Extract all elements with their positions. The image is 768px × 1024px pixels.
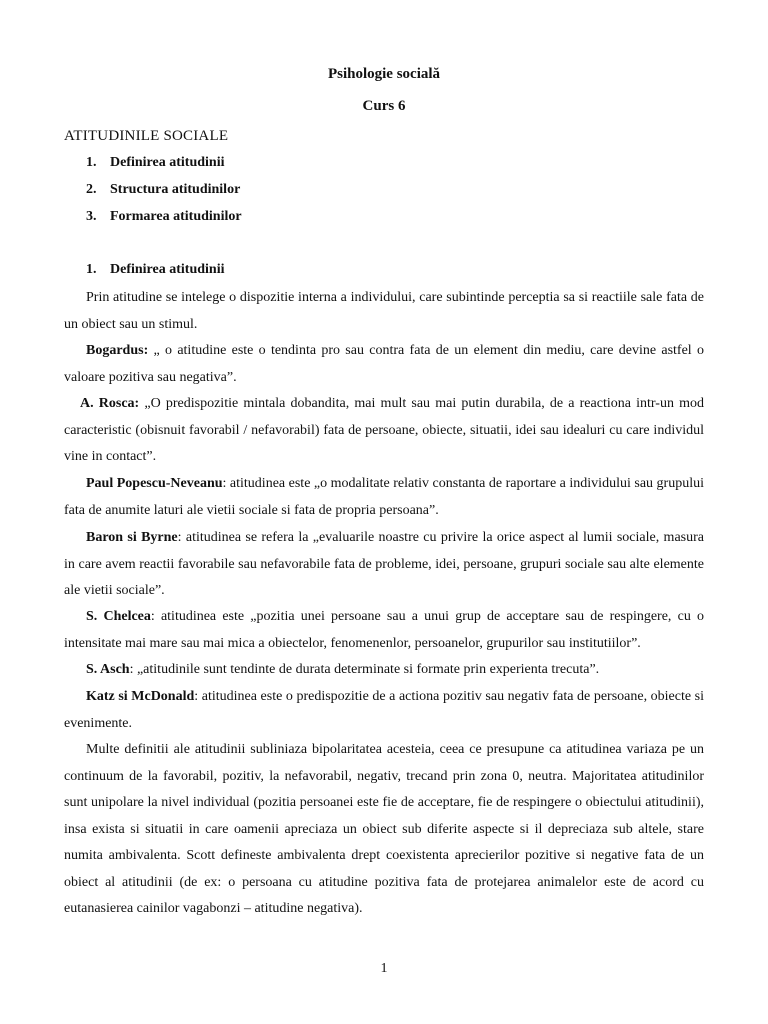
intro-paragraph: Prin atitudine se intelege o dispozitie interna a individului, care subintinde perceptia sa si reactiile sale fata de un obiect sau un stimul.: [64, 290, 704, 332]
definition-text: : atitudinea este „o modalitate relativ constanta de raportare a individului sau grupului fata de anumite laturi ale vietii sociale si fata de propria persoana”.: [64, 476, 704, 518]
definition-chelcea: [64, 604, 704, 657]
definition-author: Bogardus:: [86, 343, 149, 358]
toc-item-label: Structura atitudinilor: [110, 182, 241, 197]
definition-text: „O predispozitie mintala dobandita, mai mult sau mai putin durabila, de a reactiona intr-un mod caracteristic (obisnuit favorabil / nefavorabil) fata de persoane, obiecte, situatii, idei sau idealuri cu care individul vine in contact”.: [64, 396, 704, 464]
definition-author: Baron si Byrne: [86, 530, 178, 545]
toc-item-number: 3.: [86, 209, 97, 224]
definition-author: A. Rosca:: [80, 396, 140, 411]
definition-asch: [64, 657, 704, 684]
definition-popescu-neveanu: [64, 471, 704, 524]
document-page: [64, 0, 704, 1024]
document-title: Psihologie socială: [327, 66, 441, 82]
definition-baron-byrne: [64, 525, 704, 605]
section-number: 1.: [86, 262, 97, 277]
toc-item-number: 2.: [86, 182, 97, 197]
definition-text: : atitudinea se refera la „evaluarile noastre cu privire la orice aspect al lumii sociale, masura in care avem reactii favorabile sau nefavorabile fata de probleme, idei, persoane, grupuri sociale sau alte elemente ale vietii sociale”.: [64, 530, 704, 598]
definition-author: Paul Popescu-Neveanu: [86, 476, 223, 491]
page-number: 1: [380, 961, 388, 976]
definition-author: Katz si McDonald: [86, 689, 195, 704]
definition-text: : „atitudinile sunt tendinte de durata determinate si formate prin experienta trecuta”.: [129, 662, 600, 677]
definition-text: : atitudinea este o predispozitie de a actiona pozitiv sau negativ fata de persoane, obiecte si evenimente.: [64, 689, 704, 731]
toc-item-number: 1.: [86, 155, 97, 170]
definition-text: : atitudinea este „pozitia unei persoane sau a unui grup de acceptare sau de respingere, cu o intensitate mai mare sau mai mica a obiectelor, fenomenenlor, persoanelor, grupurilor sau institutiilor”.: [64, 609, 704, 651]
definition-bogardus: [64, 338, 704, 391]
toc-item-label: Definirea atitudinii: [110, 155, 225, 170]
definition-katz-mcdonald: [64, 684, 704, 737]
section-1-heading: [86, 262, 224, 278]
definition-rosca: [64, 391, 704, 471]
toc-item-label: Formarea atitudinilor: [110, 209, 242, 224]
section-label: Definirea atitudinii: [110, 262, 225, 277]
section-heading: ATITUDINILE SOCIALE: [64, 128, 229, 144]
document-subtitle: Curs 6: [362, 98, 406, 114]
toc-item-1: [86, 155, 224, 171]
definition-author: S. Asch: [86, 662, 130, 677]
closing-paragraph: Multe definitii ale atitudinii subliniaza bipolaritatea acesteia, ceea ce presupune ca atitudinea variaza pe un continuum de la favorabil, pozitiv, la nefavorabil, negativ, trecand prin zona 0, neutra. Majoritatea atitudinilor sunt unipolare la nivel individual (pozitia persoanei este fie de acceptare, fie de respingere o obiectului atitudinii), insa exista si situatii in care oamenii apreciaza un obiect sub diferite aspecte si il depreciaza sub altele, stare numita ambivalenta. Scott defineste ambivalenta drept coexistenta aprecierilor pozitive si negative fata de un obiect al atitudinii (de ex: o persoana cu atitudine pozitiva fata de protejarea animalelor este de acord cu eutanasierea cainilor vagabonzi – atitudine negativa).: [64, 742, 704, 916]
definition-author: S. Chelcea: [86, 609, 151, 624]
definition-text: „ o atitudine este o tendinta pro sau contra fata de un element din mediu, care devine astfel o valoare pozitiva sau negativa”.: [64, 343, 704, 385]
toc-item-2: [86, 182, 240, 198]
toc-item-3: [86, 209, 242, 225]
